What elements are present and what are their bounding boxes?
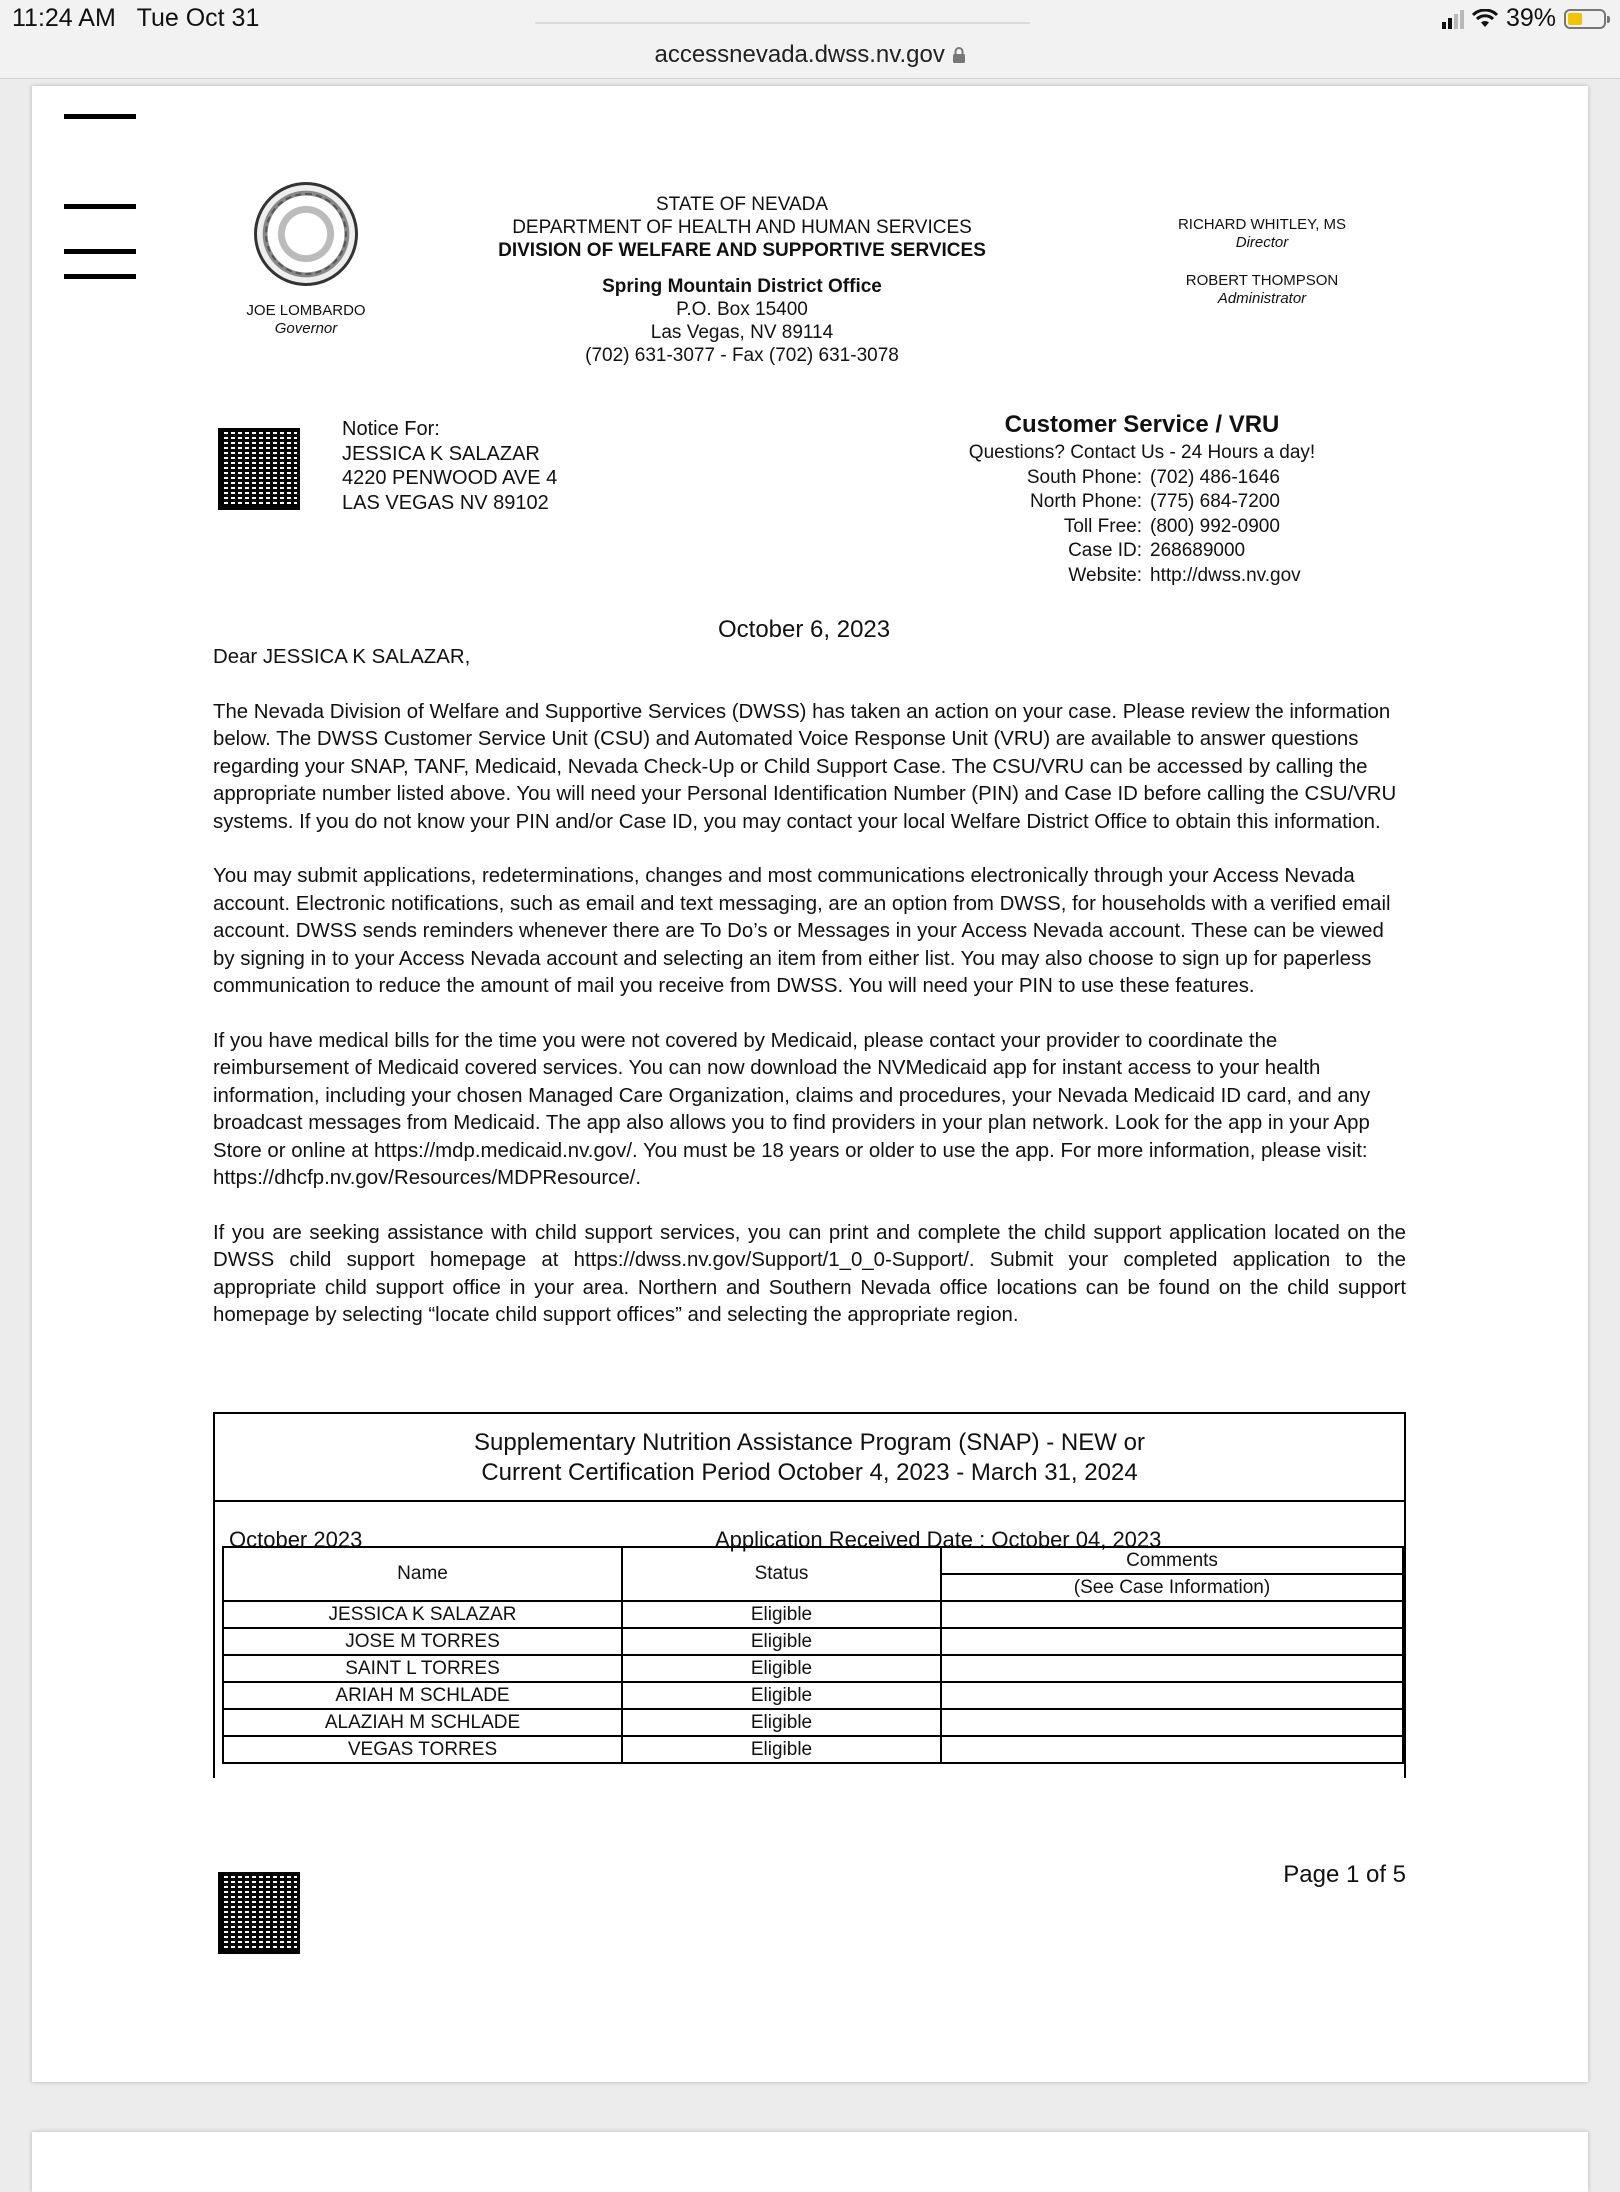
clock-date: Tue Oct 31 xyxy=(136,4,260,32)
customer-service-label: Toll Free: xyxy=(1063,515,1142,537)
letter-paragraph: If you have medical bills for the time you were not covered by Medicaid, please contact your provider to coordinate the reimbursement of Medicaid covered services. You can now download the NVMedicaid app for instant access to your health information, including your chosen Managed Care Organization, claims and procedures, your Nevada Medicaid ID card, and any broadcast messages from Medicaid. The app also allows you to find providers in your plan network. Look for the app in your App Store or online at https://mdp.medicaid.nv.gov/. You must be 18 years or older to use the app. For more information, please visit: https://dhcfp.nv.gov/Resources/MDPResource/. xyxy=(213,1029,1371,1189)
customer-service-value: (800) 992-0900 xyxy=(1150,515,1280,537)
nevada-state-seal-icon xyxy=(254,182,358,286)
customer-service-label: North Phone: xyxy=(1030,491,1142,512)
cell-comments xyxy=(941,1601,1403,1628)
lock-icon xyxy=(952,47,966,63)
margin-mark xyxy=(64,249,136,254)
cell-comments xyxy=(941,1682,1403,1709)
customer-service-label: Website: xyxy=(1068,564,1142,586)
cell-status: Eligible xyxy=(622,1655,941,1682)
customer-service-row xyxy=(912,466,1372,491)
customer-service-row xyxy=(912,515,1372,540)
cell-comments xyxy=(941,1655,1403,1682)
recipient-city: LAS VEGAS NV 89102 xyxy=(342,491,549,514)
letter-paragraph: You may submit applications, redeterminations, changes and most communications electronically through your Access Nevada account. Electronic notifications, such as email and text messaging, are an option from DWSS, for households with a verified email account. DWSS sends reminders whenever there are To Do’s or Messages in your Access Nevada account. These can be viewed by signing in to your Access Nevada account and selecting an item from either list. You may also choose to sign up for paperless communication to reduce the amount of mail you receive from DWSS. You will need your PIN to use these features. xyxy=(213,865,1391,997)
2d-barcode-icon xyxy=(218,1872,300,1954)
eligibility-rows xyxy=(223,1601,1403,1763)
letter-date: October 6, 2023 xyxy=(718,616,891,643)
status-time xyxy=(12,4,259,33)
letterhead-phone-fax: (702) 631-3077 - Fax (702) 631-3078 xyxy=(585,345,899,366)
cell-status: Eligible xyxy=(622,1736,941,1763)
letter-paragraph: The Nevada Division of Welfare and Supportive Services (DWSS) has taken an action on your case. Please review the information below. The DWSS Customer Service Unit (CSU) and Automated Voice Response Unit (VRU) are available to answer questions regarding your SNAP, TANF, Medicaid, Nevada Check-Up or Child Support Case. The CSU/VRU can be accessed by calling the appropriate number listed above. You will need your Personal Identification Number (PIN) and Case ID before calling the CSU/VRU systems. If you do not know your PIN and/or Case ID, you may contact your local Welfare District Office to obtain this information. xyxy=(213,700,1397,833)
letter-body xyxy=(213,644,1406,1357)
letter-paragraph: If you are seeking assistance with child support services, you can print and complete the child support application located on the DWSS child support homepage at https://dwss.nv.gov/Support/1_0_0-Support/. Submit your completed application to the appropriate child support office in your area. Northern and Southern Nevada office locations can be found on the child support homepage by selecting “locate child support offices” and selecting the appropriate region. xyxy=(213,1221,1406,1326)
customer-service-value: 268689000 xyxy=(1150,540,1246,561)
cell-status: Eligible xyxy=(622,1709,941,1736)
officials-block xyxy=(1172,216,1352,308)
recipient-name: JESSICA K SALAZAR xyxy=(342,442,540,465)
clock-time: 11:24 AM xyxy=(12,4,116,32)
customer-service-value: (702) 486-1646 xyxy=(1150,466,1280,488)
table-row xyxy=(223,1655,1403,1682)
customer-service-label: Case ID: xyxy=(1068,540,1142,561)
snap-month: October 2023 xyxy=(229,1527,363,1552)
customer-service-rows xyxy=(912,466,1372,589)
document-page[interactable] xyxy=(32,86,1588,2082)
margin-mark xyxy=(64,114,136,119)
letterhead-department: DEPARTMENT OF HEALTH AND HUMAN SERVICES xyxy=(512,217,972,238)
cell-name: ARIAH M SCHLADE xyxy=(223,1682,622,1709)
customer-service-block xyxy=(912,411,1372,588)
letterhead xyxy=(482,193,1002,367)
multitasking-grabber[interactable] xyxy=(535,22,1030,24)
wifi-icon xyxy=(1472,9,1498,29)
customer-service-title: Customer Service / VRU xyxy=(1004,411,1280,438)
customer-service-value: (775) 684-7200 xyxy=(1150,491,1280,512)
table-row xyxy=(223,1601,1403,1628)
browser-address-bar[interactable] xyxy=(0,38,1620,79)
table-row xyxy=(223,1682,1403,1709)
notice-label: Notice For: xyxy=(342,418,440,440)
cell-name: SAINT L TORRES xyxy=(223,1655,622,1682)
page-number: Page 1 of 5 xyxy=(1283,1861,1406,1888)
margin-mark xyxy=(64,204,136,209)
cell-name: JOSE M TORRES xyxy=(223,1628,622,1655)
governor-block xyxy=(236,302,376,338)
recipient-street: 4220 PENWOOD AVE 4 xyxy=(342,467,558,489)
cell-comments xyxy=(941,1628,1403,1655)
customer-service-value[interactable]: http://dwss.nv.gov xyxy=(1150,564,1301,586)
administrator-name: ROBERT THOMPSON xyxy=(1185,272,1339,289)
table-row xyxy=(223,1736,1403,1763)
customer-service-label: South Phone: xyxy=(1026,466,1142,488)
status-bar xyxy=(0,0,1620,38)
cell-status: Eligible xyxy=(622,1628,941,1655)
snap-title-line2: Current Certification Period October 4, 2023 - March 31, 2024 xyxy=(481,1459,1138,1486)
administrator-title: Administrator xyxy=(1217,290,1307,307)
governor-name: JOE LOMBARDO xyxy=(246,302,366,319)
letterhead-po-box: P.O. Box 15400 xyxy=(676,299,808,320)
column-header-name: Name xyxy=(223,1547,622,1601)
cell-comments xyxy=(941,1736,1403,1763)
column-header-status: Status xyxy=(622,1547,941,1601)
column-header-comments: Comments xyxy=(941,1547,1403,1574)
cell-name: VEGAS TORRES xyxy=(223,1736,622,1763)
url-display[interactable] xyxy=(0,41,1620,69)
battery-percent: 39% xyxy=(1505,4,1556,32)
letterhead-city: Las Vegas, NV 89114 xyxy=(650,322,834,343)
cell-status: Eligible xyxy=(622,1682,941,1709)
cell-name: ALAZIAH M SCHLADE xyxy=(223,1709,622,1736)
2d-barcode-icon xyxy=(218,428,300,510)
snap-eligibility-box xyxy=(213,1412,1406,1778)
next-document-page[interactable] xyxy=(32,2132,1588,2192)
cell-status: Eligible xyxy=(622,1601,941,1628)
letterhead-division: DIVISION OF WELFARE AND SUPPORTIVE SERVICES xyxy=(498,240,986,261)
customer-service-subtitle: Questions? Contact Us - 24 Hours a day! xyxy=(968,442,1316,463)
column-header-comments-sub: (See Case Information) xyxy=(941,1574,1403,1601)
cell-name: JESSICA K SALAZAR xyxy=(223,1601,622,1628)
customer-service-row xyxy=(912,490,1372,515)
salutation: Dear JESSICA K SALAZAR, xyxy=(213,646,471,668)
status-indicators xyxy=(1442,4,1606,33)
table-row xyxy=(223,1628,1403,1655)
director-title: Director xyxy=(1235,234,1289,251)
cell-comments xyxy=(941,1709,1403,1736)
snap-title xyxy=(215,1428,1404,1488)
director-name: RICHARD WHITLEY, MS xyxy=(1177,216,1347,233)
notice-address xyxy=(342,417,557,515)
snap-title-line1: Supplementary Nutrition Assistance Program (SNAP) - NEW or xyxy=(474,1429,1145,1456)
customer-service-row xyxy=(912,539,1372,564)
battery-icon xyxy=(1564,9,1606,29)
url-text: accessnevada.dwss.nv.gov xyxy=(654,41,945,68)
cellular-signal-icon xyxy=(1442,9,1464,29)
letterhead-state: STATE OF NEVADA xyxy=(655,194,829,215)
divider xyxy=(215,1500,1404,1502)
margin-mark xyxy=(64,274,136,279)
table-row xyxy=(223,1709,1403,1736)
letterhead-office: Spring Mountain District Office xyxy=(602,276,882,297)
customer-service-row xyxy=(912,564,1372,589)
application-received-date: Application Received Date : October 04, 2023 xyxy=(715,1527,1162,1552)
eligibility-table xyxy=(222,1546,1404,1764)
governor-title: Governor xyxy=(274,320,338,337)
